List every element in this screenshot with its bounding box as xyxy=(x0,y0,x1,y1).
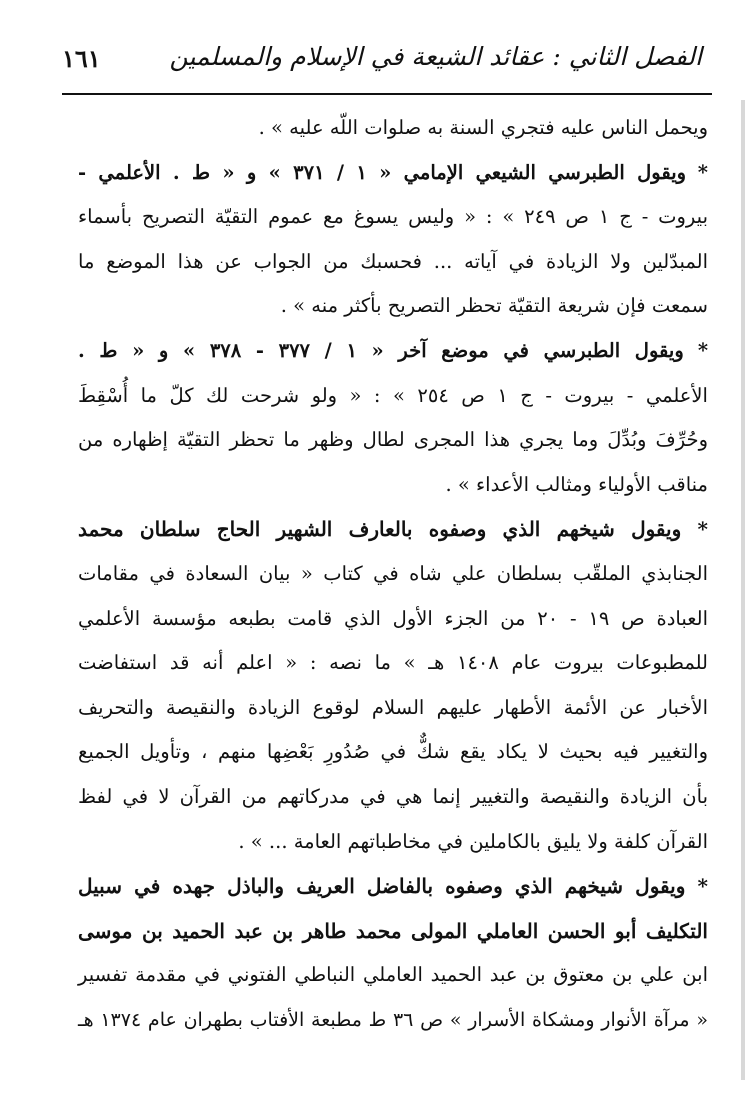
text-line: * ويقول شيخهم الذي وصفوه بالفاضل العريف والباذل جهده في سبيل xyxy=(78,874,708,899)
text-line: ابن علي بن معتوق بن عبد الحميد العاملي النباطي الفتوني في مقدمة تفسير xyxy=(78,963,708,987)
page-body xyxy=(78,106,708,1042)
text-line: القرآن كلفة ولا يليق بالكاملين في مخاطباتهم العامة ... » . xyxy=(238,829,708,853)
text-line: بأن الزيادة والنقيصة والتغيير إنما هي في مدركاتهم من القرآن لا في لفظ xyxy=(78,784,708,808)
text-line: للمطبوعات بيروت عام ١٤٠٨ هـ » ما نصه : « اعلم أنه قد استفاضت xyxy=(78,651,708,675)
text-line: الأعلمي - بيروت - ج ١ ص ٢٥٤ » : « ولو شرحت لك كلّ ما أُسْقِطَ xyxy=(78,383,708,407)
text-line: « مرآة الأنوار ومشكاة الأسرار » ص ٣٦ ط مطبعة الأفتاب بطهران عام ١٣٧٤ هـ xyxy=(78,1008,708,1031)
text-line: سمعت فإن شريعة التقيّة تحظر التصريح بأكثر منه » . xyxy=(280,294,708,318)
chapter-title: الفصل الثاني : عقائد الشيعة في الإسلام والمسلمين xyxy=(169,42,702,71)
header-divider xyxy=(62,93,712,95)
bullet-marker: * xyxy=(697,517,708,542)
text-line: الجنابذي الملقّب بسلطان علي شاه في كتاب « بيان السعادة في مقامات xyxy=(78,561,708,585)
bullet-marker: * xyxy=(697,338,709,362)
page-edge-shadow xyxy=(741,100,745,1080)
page-number: ١٦١ xyxy=(62,44,101,73)
text-line: العبادة ص ١٩ - ٢٠ من الجزء الأول الذي قامت بطبعه مؤسسة الأعلمي xyxy=(78,606,708,630)
bullet-marker: * xyxy=(697,874,708,899)
text-line: * ويقول الطبرسي الشيعي الإمامي « ١ / ٣٧١ » و « ط . الأعلمي - xyxy=(78,160,708,184)
text-line: بيروت - ج ١ ص ٢٤٩ » : « وليس يسوغ مع عموم التقيّة التصريح بأسماء xyxy=(78,205,708,229)
text-line: * ويقول الطبرسي في موضع آخر « ١ / ٣٧٧ - ٣٧٨ » و « ط . xyxy=(78,338,709,362)
text-line: * ويقول شيخهم الذي وصفوه بالعارف الشهير الحاج سلطان محمد xyxy=(78,517,708,542)
text-line: مناقب الأولياء ومثالب الأعداء » . xyxy=(445,472,708,496)
bullet-marker: * xyxy=(697,160,708,184)
text-line: وحُرِّفَ وبُدِّلَ وما يجري هذا المجرى لطال وظهر ما تحظر التقيّة إظهاره من xyxy=(78,428,708,452)
text-line: والتغيير فيه بحيث لا يكاد يقع شكٌّ في صُدُورِ بَعْضِها منهم ، وتأويل الجميع xyxy=(78,740,708,764)
text-line: التكليف أبو الحسن العاملي المولى محمد طاهر بن عبد الحميد بن موسى xyxy=(78,918,708,943)
text-line: الأخبار عن الأئمة الأطهار عليهم السلام لوقوع الزيادة والنقيصة والتحريف xyxy=(78,695,708,719)
running-header xyxy=(62,40,702,88)
text-line: المبدّلين ولا الزيادة في آياته ... فحسبك من الجواب عن هذا الموضع ما xyxy=(78,249,708,273)
text-line: ويحمل الناس عليه فتجري السنة به صلوات اللّه عليه » . xyxy=(258,116,708,139)
